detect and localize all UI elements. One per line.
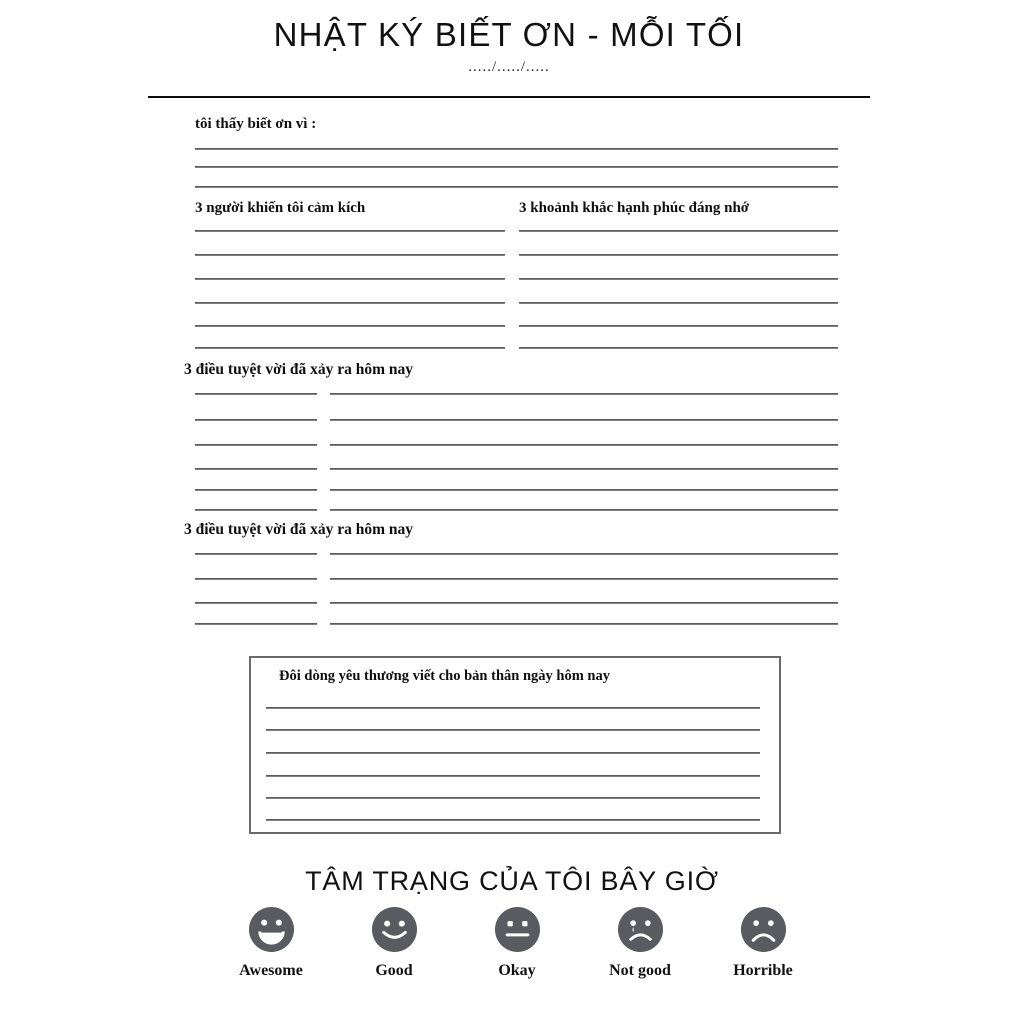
people-line[interactable] — [195, 278, 505, 279]
moments-line[interactable] — [519, 302, 838, 303]
great-things-2-short-line[interactable] — [195, 623, 317, 624]
mood-section-title: TÂM TRẠNG CỦA TÔI BÂY GIỜ — [305, 866, 719, 896]
great-things-2-short-line[interactable] — [195, 553, 317, 554]
mood-label-horrible: Horrible — [733, 962, 793, 979]
mood-option-horrible[interactable] — [704, 906, 822, 980]
mood-label-not-good: Not good — [609, 962, 671, 979]
great-things-1-line[interactable] — [330, 444, 838, 445]
great-things-1-line[interactable] — [330, 393, 838, 394]
great-things-2-line[interactable] — [330, 623, 838, 624]
self-love-note-line[interactable] — [266, 729, 760, 730]
moments-line[interactable] — [519, 347, 838, 348]
great-things-2-line[interactable] — [330, 602, 838, 603]
mood-options-row — [212, 906, 822, 980]
self-love-note-line[interactable] — [266, 797, 760, 798]
great-things-2-short-line[interactable] — [195, 578, 317, 579]
mood-option-not-good[interactable] — [581, 906, 699, 980]
people-label: 3 người khiến tôi cảm kích — [195, 200, 366, 216]
moments-label: 3 khoảnh khắc hạnh phúc đáng nhớ — [519, 200, 750, 216]
grinning-face-icon — [248, 906, 295, 953]
great-things-1-line[interactable] — [330, 419, 838, 420]
mood-label-okay: Okay — [498, 962, 536, 979]
great-things-2-label: 3 điều tuyệt vời đã xảy ra hôm nay — [184, 521, 414, 538]
mood-option-awesome[interactable] — [212, 906, 330, 980]
mood-option-okay[interactable] — [458, 906, 576, 980]
people-line[interactable] — [195, 302, 505, 303]
people-line[interactable] — [195, 230, 505, 231]
self-love-note-line[interactable] — [266, 819, 760, 820]
great-things-1-line[interactable] — [330, 489, 838, 490]
great-things-1-short-line[interactable] — [195, 419, 317, 420]
great-things-1-line[interactable] — [330, 509, 838, 510]
date-field[interactable]: ...../...../..... — [468, 58, 550, 75]
page-title: NHẬT KÝ BIẾT ƠN - MỖI TỐI — [273, 16, 745, 53]
frowning-face-icon — [740, 906, 787, 953]
gratitude-line[interactable] — [195, 166, 838, 167]
header-divider — [148, 96, 870, 98]
great-things-1-short-line[interactable] — [195, 393, 317, 394]
gratitude-label: tôi thấy biết ơn vì : — [195, 116, 317, 132]
people-line[interactable] — [195, 325, 505, 326]
crying-face-icon — [617, 906, 664, 953]
moments-line[interactable] — [519, 278, 838, 279]
self-love-note-line[interactable] — [266, 775, 760, 776]
great-things-2-line[interactable] — [330, 553, 838, 554]
gratitude-line[interactable] — [195, 186, 838, 187]
moments-line[interactable] — [519, 325, 838, 326]
mood-option-good[interactable] — [335, 906, 453, 980]
mood-label-awesome: Awesome — [239, 962, 303, 979]
great-things-1-short-line[interactable] — [195, 489, 317, 490]
neutral-face-icon — [494, 906, 541, 953]
great-things-1-label: 3 điều tuyệt vời đã xảy ra hôm nay — [184, 361, 414, 378]
great-things-1-line[interactable] — [330, 468, 838, 469]
self-love-note-line[interactable] — [266, 752, 760, 753]
great-things-1-short-line[interactable] — [195, 468, 317, 469]
great-things-2-short-line[interactable] — [195, 602, 317, 603]
mood-label-good: Good — [375, 962, 413, 979]
people-line[interactable] — [195, 254, 505, 255]
moments-line[interactable] — [519, 254, 838, 255]
great-things-1-short-line[interactable] — [195, 444, 317, 445]
people-line[interactable] — [195, 347, 505, 348]
great-things-2-line[interactable] — [330, 578, 838, 579]
great-things-1-short-line[interactable] — [195, 509, 317, 510]
page-header — [148, 18, 870, 76]
smiling-face-icon — [371, 906, 418, 953]
self-love-note-label: Đôi dòng yêu thương viết cho bản thân ngày hôm nay — [279, 668, 610, 684]
moments-line[interactable] — [519, 230, 838, 231]
gratitude-line[interactable] — [195, 148, 838, 149]
self-love-note-line[interactable] — [266, 707, 760, 708]
